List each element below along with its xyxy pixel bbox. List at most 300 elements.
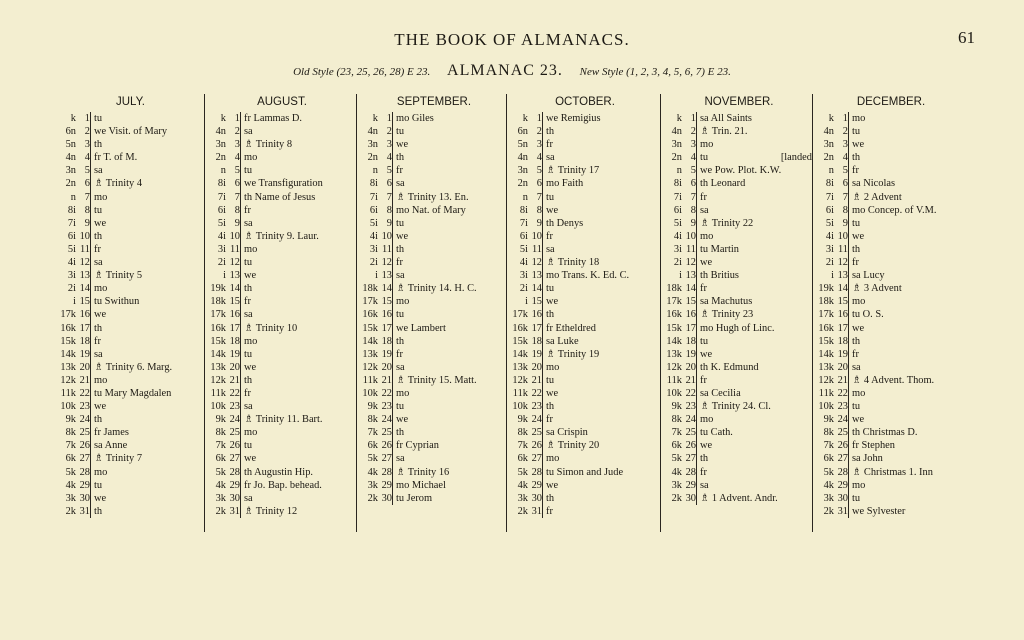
day-entry: we (542, 295, 660, 308)
golden-number: 11k (512, 387, 528, 399)
day-entry: th (240, 282, 356, 295)
golden-number: 3k (215, 492, 226, 504)
golden-number: 2i (67, 283, 76, 295)
day-number: 1 (536, 113, 542, 124)
calendar-row (360, 230, 508, 243)
golden-number: 8k (367, 414, 378, 426)
day-number: 27 (381, 453, 392, 465)
calendar-row (664, 217, 814, 230)
calendar-row (510, 112, 660, 125)
calendar-row (58, 361, 203, 374)
calendar-row (58, 217, 203, 230)
day-entry: tu (240, 439, 356, 452)
calendar-row (664, 191, 814, 204)
day-entry: th (542, 308, 660, 321)
calendar-row (816, 164, 966, 177)
calendar-row (816, 282, 966, 295)
calendar-row (208, 322, 356, 335)
golden-number: 3i (369, 243, 378, 255)
day-number: 18 (229, 335, 240, 347)
calendar-row (360, 361, 508, 374)
day-entry: ♗ Trinity 9. Laur. (240, 230, 356, 243)
calendar-row (510, 374, 660, 387)
day-number: 6 (84, 178, 90, 190)
calendar-row (816, 413, 966, 426)
day-entry: fr Etheldred (542, 322, 660, 335)
day-entry: fr Jo. Bap. behead. (240, 479, 356, 492)
day-number: 24 (837, 414, 848, 426)
golden-number: n (676, 165, 682, 177)
golden-number: 15k (362, 322, 378, 334)
golden-number: 2k (367, 492, 378, 504)
calendar-row (208, 191, 356, 204)
day-number: 18 (381, 335, 392, 347)
golden-number: 6k (65, 453, 76, 465)
golden-number: 2k (215, 505, 226, 517)
day-number: 14 (531, 283, 542, 295)
day-number: 1 (234, 113, 240, 124)
day-entry: sa (696, 479, 814, 492)
day-entry: sa John (848, 452, 966, 465)
day-number: 12 (381, 257, 392, 269)
day-entry: tu (848, 400, 966, 413)
calendar-row (208, 492, 356, 505)
day-entry: mo (392, 295, 508, 308)
day-number: 28 (229, 466, 240, 478)
golden-number: 5n (517, 139, 528, 151)
calendar-row (58, 322, 203, 335)
day-entry: tu (696, 335, 814, 348)
column-divider (812, 94, 813, 532)
day-entry: we Visit. of Mary (90, 125, 203, 138)
day-entry: mo Concep. of V.M. (848, 204, 966, 217)
month-column-december (816, 94, 966, 518)
calendar-row (816, 479, 966, 492)
golden-number: 6k (517, 453, 528, 465)
calendar-row (816, 256, 966, 269)
calendar-row (58, 243, 203, 256)
day-entry: we Lambert (392, 322, 508, 335)
calendar-row (510, 230, 660, 243)
day-entry: sa (240, 217, 356, 230)
golden-number: 2i (825, 257, 834, 269)
day-entry: tu (542, 191, 660, 204)
golden-number: 18k (210, 296, 226, 308)
day-entry: ♗ Trinity 20 (542, 439, 660, 452)
day-number: 4 (234, 152, 240, 164)
day-entry: fr (542, 413, 660, 426)
calendar-row (58, 138, 203, 151)
day-entry: we (848, 322, 966, 335)
month-column-july (58, 94, 203, 518)
day-number: 17 (837, 322, 848, 334)
day-number: 2 (234, 126, 240, 138)
day-entry: sa (240, 125, 356, 138)
day-number: 4 (842, 152, 848, 164)
golden-number: i (525, 296, 528, 308)
day-number: 31 (79, 505, 90, 517)
golden-number: 6i (369, 204, 378, 216)
golden-number: 6i (519, 230, 528, 242)
golden-number: 8i (673, 178, 682, 190)
golden-number: 5i (67, 243, 76, 255)
golden-number: 17k (60, 309, 76, 321)
day-number: 1 (690, 113, 696, 124)
golden-number: 10k (512, 401, 528, 413)
golden-number: 3k (671, 479, 682, 491)
day-entry: ♗ Christmas 1. Inn (848, 466, 966, 479)
calendar-row (510, 204, 660, 217)
day-entry: sa (240, 308, 356, 321)
day-number: 17 (685, 322, 696, 334)
calendar-row (664, 243, 814, 256)
day-entry: ♗ Trinity 16 (392, 466, 508, 479)
column-divider (506, 94, 507, 532)
day-number: 16 (837, 309, 848, 321)
day-number: 1 (386, 113, 392, 124)
day-entry: ♗ 4 Advent. Thom. (848, 374, 966, 387)
day-number: 28 (79, 466, 90, 478)
day-entry: ♗ Trinity 10 (240, 322, 356, 335)
day-number: 17 (79, 322, 90, 334)
day-entry: ♗ Trinity 23 (696, 308, 814, 321)
column-divider (660, 94, 661, 532)
day-number: 15 (837, 296, 848, 308)
calendar-row (360, 479, 508, 492)
day-number: 31 (531, 505, 542, 517)
day-number: 15 (79, 296, 90, 308)
day-number: 25 (531, 427, 542, 439)
day-entry: fr (696, 466, 814, 479)
calendar-row (360, 191, 508, 204)
calendar-row (360, 243, 508, 256)
calendar-row (58, 466, 203, 479)
golden-number: 10k (210, 401, 226, 413)
day-number: 23 (837, 401, 848, 413)
calendar-row (360, 348, 508, 361)
golden-number: 4k (65, 479, 76, 491)
golden-number: 15k (818, 335, 834, 347)
golden-number: 4i (673, 230, 682, 242)
golden-number: 19k (210, 283, 226, 295)
day-entry: mo (392, 387, 508, 400)
day-number: 13 (531, 270, 542, 282)
calendar-row (664, 138, 814, 151)
calendar-row (208, 177, 356, 190)
month-column-november (664, 94, 814, 505)
day-number: 3 (386, 139, 392, 151)
golden-number: 4i (217, 230, 226, 242)
month-title: OCTOBER. (555, 96, 615, 108)
day-number: 8 (690, 204, 696, 216)
calendar-row (664, 426, 814, 439)
day-entry: mo Faith (542, 177, 660, 190)
golden-number: 3k (367, 479, 378, 491)
day-entry: th K. Edmund (696, 361, 814, 374)
golden-number: 7i (369, 191, 378, 203)
golden-number: 12k (818, 374, 834, 386)
day-entry: we (696, 256, 814, 269)
calendar-row (360, 177, 508, 190)
day-entry: fr (848, 348, 966, 361)
day-entry: mo Giles (392, 112, 508, 125)
day-entry: fr (240, 295, 356, 308)
day-number: 24 (685, 414, 696, 426)
day-number: 27 (79, 453, 90, 465)
golden-number: n (220, 165, 226, 177)
golden-number: 6k (215, 453, 226, 465)
day-number: 21 (685, 374, 696, 386)
golden-number: 10k (666, 387, 682, 399)
day-number: 29 (531, 479, 542, 491)
day-number: 27 (531, 453, 542, 465)
day-number: 8 (234, 204, 240, 216)
calendar-row (510, 439, 660, 452)
day-entry: th (90, 322, 203, 335)
golden-number: 2n (65, 178, 76, 190)
day-number: 30 (685, 492, 696, 504)
calendar-row (208, 348, 356, 361)
calendar-row (510, 138, 660, 151)
day-entry: th Denys (542, 217, 660, 230)
calendar-row (510, 466, 660, 479)
day-number: 22 (531, 387, 542, 399)
day-number: 15 (685, 296, 696, 308)
golden-number: 6i (673, 204, 682, 216)
day-entry: mo (240, 243, 356, 256)
calendar-row (664, 269, 814, 282)
calendar-row (664, 361, 814, 374)
golden-number: 7i (67, 217, 76, 229)
calendar-row (208, 230, 356, 243)
day-entry: mo Trans. K. Ed. C. (542, 269, 660, 282)
day-entry: mo (848, 295, 966, 308)
golden-number: 11k (210, 387, 226, 399)
calendar-row (816, 335, 966, 348)
day-number: 23 (79, 401, 90, 413)
day-number: 14 (79, 283, 90, 295)
day-number: 9 (234, 217, 240, 229)
day-entry: tu Swithun (90, 295, 203, 308)
calendar-row (58, 125, 203, 138)
day-number: 8 (386, 204, 392, 216)
golden-number: 7i (673, 191, 682, 203)
calendar-row (360, 452, 508, 465)
calendar-row (58, 204, 203, 217)
day-entry: we (696, 348, 814, 361)
month-columns (58, 94, 958, 534)
day-number: 14 (381, 283, 392, 295)
day-number: 11 (381, 243, 392, 255)
golden-number: 16k (818, 322, 834, 334)
day-number: 21 (837, 374, 848, 386)
calendar-row (360, 400, 508, 413)
day-number: 26 (685, 440, 696, 452)
calendar-row (208, 452, 356, 465)
golden-number: 4k (367, 466, 378, 478)
calendar-row (816, 439, 966, 452)
calendar-row (208, 439, 356, 452)
day-entry: sa (240, 492, 356, 505)
day-number: 5 (690, 165, 696, 177)
day-number: 9 (386, 217, 392, 229)
day-entry: tu (240, 164, 356, 177)
golden-number: 2i (519, 283, 528, 295)
page-number: 61 (958, 28, 975, 47)
golden-number: 6k (823, 453, 834, 465)
golden-number: 14k (210, 348, 226, 360)
golden-number: 16k (362, 309, 378, 321)
golden-number: i (679, 270, 682, 282)
golden-number: 6k (671, 440, 682, 452)
calendar-row (510, 125, 660, 138)
calendar-row (816, 492, 966, 505)
golden-number: 17k (362, 296, 378, 308)
day-number: 17 (531, 322, 542, 334)
calendar-row (360, 374, 508, 387)
calendar-row (816, 295, 966, 308)
calendar-row (816, 361, 966, 374)
day-entry: sa (90, 348, 203, 361)
golden-number: 7k (215, 440, 226, 452)
day-number: 29 (229, 479, 240, 491)
calendar-row (510, 426, 660, 439)
day-number: 13 (837, 270, 848, 282)
golden-number: 7k (823, 440, 834, 452)
day-entry: ♗ Trinity 14. H. C. (392, 282, 508, 295)
golden-number: 2i (369, 257, 378, 269)
day-entry: th Name of Jesus (240, 191, 356, 204)
calendar-row (664, 230, 814, 243)
day-entry: mo (848, 387, 966, 400)
golden-number: 13k (210, 361, 226, 373)
golden-number: 17k (210, 309, 226, 321)
day-number: 25 (685, 427, 696, 439)
day-number: 3 (842, 139, 848, 151)
day-number: 8 (84, 204, 90, 216)
day-number: 6 (234, 178, 240, 190)
day-entry: tu Cath. (696, 426, 814, 439)
day-entry: sa (542, 243, 660, 256)
golden-number: 10k (362, 387, 378, 399)
calendar-row (208, 112, 356, 125)
golden-number: 7k (671, 427, 682, 439)
month-title: JULY. (116, 96, 145, 108)
golden-number: 3n (65, 165, 76, 177)
golden-number: 7i (825, 191, 834, 203)
golden-number: 9k (823, 414, 834, 426)
day-entry: tu (848, 125, 966, 138)
calendar-row (816, 191, 966, 204)
day-number: 3 (690, 139, 696, 151)
golden-number: 13k (362, 348, 378, 360)
calendar-row (664, 295, 814, 308)
golden-number: 2n (671, 152, 682, 164)
golden-number: i (831, 270, 834, 282)
day-entry: fr James (90, 426, 203, 439)
golden-number: k (220, 113, 226, 124)
calendar-row (208, 269, 356, 282)
day-number: 31 (229, 505, 240, 517)
day-number: 6 (842, 178, 848, 190)
golden-number: 9k (215, 414, 226, 426)
day-number: 31 (837, 505, 848, 517)
day-entry: ♗ Trinity 17 (542, 164, 660, 177)
day-entry: fr (542, 138, 660, 151)
golden-number: 15k (512, 335, 528, 347)
day-number: 13 (229, 270, 240, 282)
golden-number: 3i (67, 270, 76, 282)
day-entry: ♗ Trinity 13. En. (392, 191, 508, 204)
day-entry: we (848, 413, 966, 426)
calendar-row (510, 348, 660, 361)
day-entry: fr Stephen (848, 439, 966, 452)
golden-number: 2k (671, 492, 682, 504)
day-number: 12 (229, 257, 240, 269)
day-number: 23 (531, 401, 542, 413)
calendar-row (510, 282, 660, 295)
golden-number: 4i (369, 230, 378, 242)
day-number: 30 (381, 492, 392, 504)
day-entry: fr (848, 164, 966, 177)
day-number: 18 (685, 335, 696, 347)
golden-number: 5i (217, 217, 226, 229)
calendar-row (58, 492, 203, 505)
day-entry: th (696, 452, 814, 465)
calendar-row (58, 112, 203, 125)
day-entry: mo (542, 452, 660, 465)
day-entry: mo (848, 112, 966, 125)
golden-number: 11k (362, 374, 378, 386)
golden-number: 11k (818, 387, 834, 399)
golden-number: 4n (65, 152, 76, 164)
day-number: 20 (531, 361, 542, 373)
golden-number: 10k (818, 401, 834, 413)
golden-number: 4n (517, 152, 528, 164)
golden-number: 8i (519, 204, 528, 216)
day-number: 19 (531, 348, 542, 360)
new-style-note: New Style (1, 2, 3, 4, 5, 6, 7) E 23. (579, 66, 731, 78)
calendar-row (58, 387, 203, 400)
day-number: 19 (685, 348, 696, 360)
day-entry: sa Lucy (848, 269, 966, 282)
golden-number: i (223, 270, 226, 282)
day-number: 7 (234, 191, 240, 203)
calendar-row (360, 335, 508, 348)
day-entry: sa (542, 151, 660, 164)
golden-number: 5i (825, 217, 834, 229)
day-number: 22 (229, 387, 240, 399)
calendar-row (816, 452, 966, 465)
day-number: 1 (84, 113, 90, 124)
golden-number: 8k (65, 427, 76, 439)
golden-number: 4k (215, 479, 226, 491)
day-number: 8 (842, 204, 848, 216)
day-entry: ♗ Trinity 11. Bart. (240, 413, 356, 426)
day-number: 30 (79, 492, 90, 504)
day-number: 23 (229, 401, 240, 413)
day-entry: th (542, 492, 660, 505)
day-number: 26 (79, 440, 90, 452)
calendar-row (664, 479, 814, 492)
golden-number: 11k (60, 387, 76, 399)
day-entry: we (90, 400, 203, 413)
day-entry: ♗ 1 Advent. Andr. (696, 492, 814, 505)
day-number: 13 (685, 270, 696, 282)
calendar-row (664, 125, 814, 138)
golden-number: 14k (818, 348, 834, 360)
golden-number: 4k (517, 479, 528, 491)
